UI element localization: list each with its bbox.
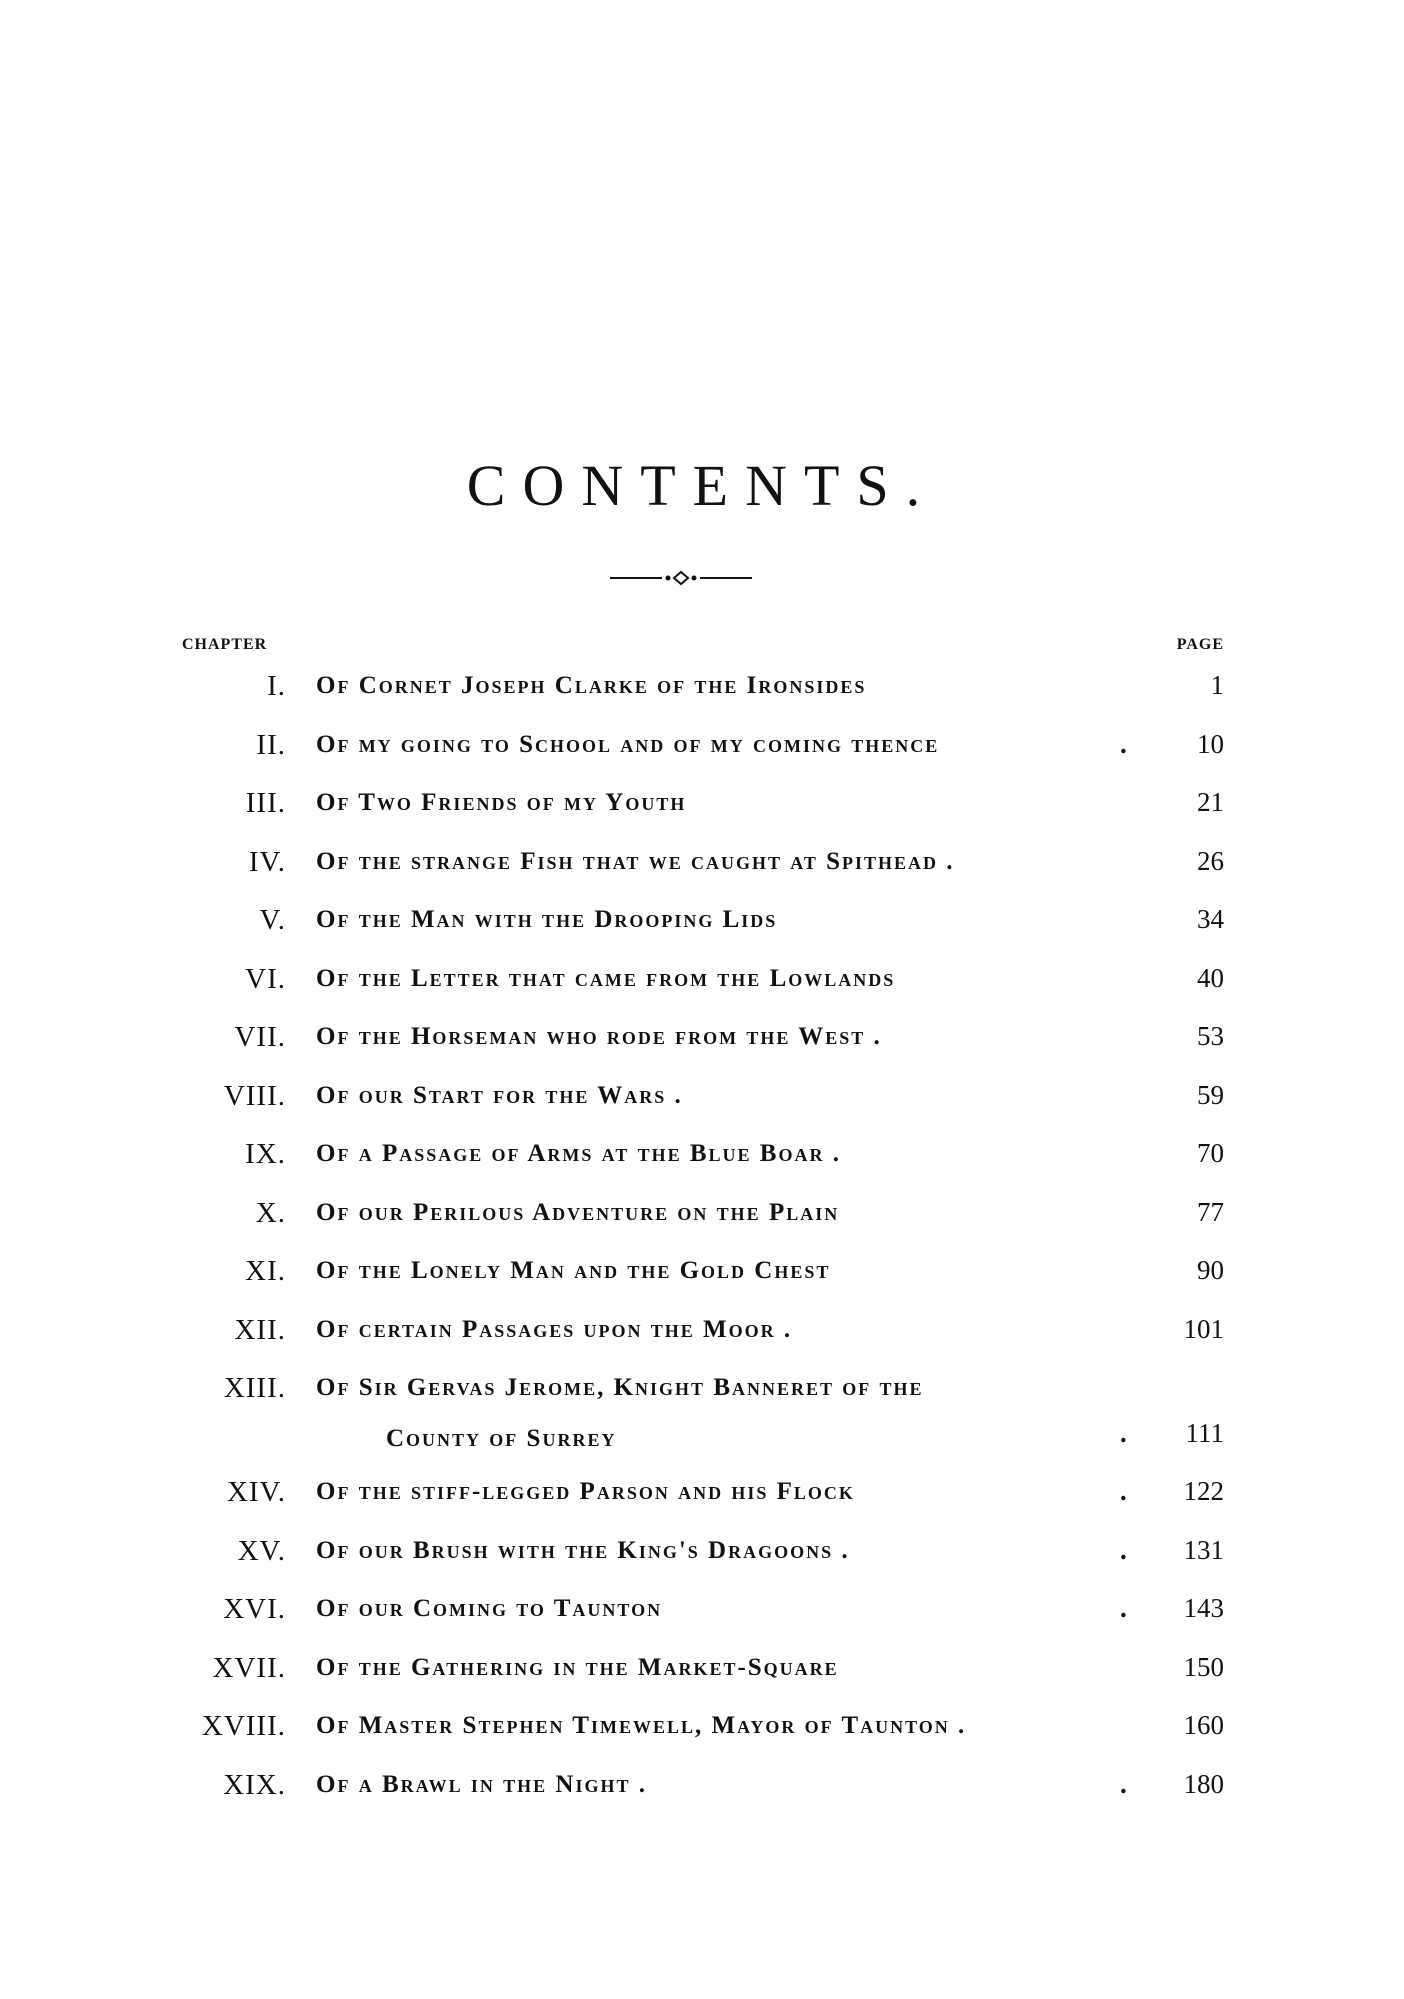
toc-entry bbox=[180, 1767, 1224, 1826]
chapter-title: Of the Horseman who rode from the West . bbox=[316, 1023, 882, 1050]
page-number: 111 bbox=[1185, 1418, 1224, 1448]
chapter-column-label: CHAPTER bbox=[182, 636, 268, 653]
chapter-numeral: XV. bbox=[237, 1534, 286, 1567]
page-number: 34 bbox=[1197, 904, 1224, 934]
toc-entry bbox=[180, 668, 1224, 727]
toc-entry bbox=[180, 1195, 1224, 1254]
page-number: 1 bbox=[1210, 670, 1224, 700]
chapter-numeral: IV. bbox=[248, 845, 286, 878]
chapter-numeral: XIX. bbox=[223, 1768, 286, 1801]
chapter-numeral: VI. bbox=[245, 962, 286, 995]
ornament-divider-icon bbox=[610, 568, 752, 588]
chapter-numeral: XVI. bbox=[223, 1593, 286, 1625]
leader-dot: . bbox=[1120, 1593, 1127, 1623]
chapter-numeral: VIII. bbox=[223, 1079, 286, 1112]
toc-entry bbox=[180, 1533, 1224, 1592]
toc-entry bbox=[180, 1370, 1224, 1474]
leader-dot: . bbox=[1120, 1768, 1127, 1799]
chapter-numeral: XIII. bbox=[223, 1372, 286, 1404]
page-number: 150 bbox=[1183, 1651, 1224, 1682]
chapter-numeral: III. bbox=[245, 787, 286, 819]
page-number: 59 bbox=[1197, 1079, 1224, 1110]
page-number: 26 bbox=[1197, 845, 1224, 876]
chapter-title: Of Cornet Joseph Clarke of the Ironsides bbox=[316, 672, 867, 699]
toc-entry bbox=[180, 1253, 1224, 1312]
chapter-title: Of a Brawl in the Night . bbox=[316, 1770, 647, 1798]
toc-entry bbox=[180, 727, 1224, 786]
page-column-label: PAGE bbox=[1176, 636, 1224, 653]
page-number: 160 bbox=[1183, 1710, 1224, 1740]
chapter-title: Of the Man with the Drooping Lids bbox=[316, 906, 778, 933]
page-number: 180 bbox=[1183, 1768, 1224, 1799]
chapter-title: Of the Letter that came from the Lowlands bbox=[316, 964, 896, 992]
leader-dot: . bbox=[1120, 1418, 1127, 1448]
chapter-title: Of our Perilous Adventure on the Plain bbox=[316, 1198, 840, 1226]
chapter-title: Of our Brush with the King's Dragoons . bbox=[316, 1536, 850, 1564]
chapter-title bbox=[316, 1374, 1156, 1453]
chapter-title: Of the stiff-legged Parson and his Flock bbox=[316, 1478, 855, 1505]
page-number: 143 bbox=[1183, 1593, 1224, 1623]
toc-entry bbox=[180, 844, 1224, 903]
page-number: 77 bbox=[1197, 1196, 1224, 1227]
chapter-title: Of the Gathering in the Market-Square bbox=[316, 1653, 839, 1681]
toc-entry bbox=[180, 1474, 1224, 1533]
page-number: 21 bbox=[1197, 787, 1224, 817]
chapter-title: Of our Coming to Taunton bbox=[316, 1595, 663, 1622]
toc-entry bbox=[180, 1591, 1224, 1650]
chapter-numeral: IX. bbox=[245, 1138, 286, 1170]
toc-entry bbox=[180, 1136, 1224, 1195]
toc-entry bbox=[180, 1078, 1224, 1137]
page-title: CONTENTS. bbox=[466, 453, 938, 518]
page-number: 131 bbox=[1183, 1534, 1224, 1565]
toc-entry bbox=[180, 785, 1224, 844]
chapter-numeral: XI. bbox=[245, 1255, 286, 1287]
leader-dot: . bbox=[1120, 728, 1127, 759]
chapter-numeral: XVII. bbox=[212, 1651, 286, 1684]
page-number: 53 bbox=[1197, 1021, 1224, 1051]
page-number: 10 bbox=[1197, 728, 1224, 759]
toc-entry bbox=[180, 1312, 1224, 1371]
chapter-title: Of my going to School and of my coming thence bbox=[316, 730, 940, 758]
chapter-numeral: XII. bbox=[234, 1313, 286, 1346]
page-number: 122 bbox=[1183, 1476, 1224, 1506]
chapter-title: Of the strange Fish that we caught at Spithead . bbox=[316, 847, 955, 875]
toc-entry bbox=[180, 1708, 1224, 1767]
chapter-title: Of Two Friends of my Youth bbox=[316, 789, 687, 816]
toc-entry bbox=[180, 1019, 1224, 1078]
toc-entry bbox=[180, 902, 1224, 961]
chapter-title: Of certain Passages upon the Moor . bbox=[316, 1315, 793, 1343]
chapter-numeral: V. bbox=[259, 904, 286, 936]
toc-entry bbox=[180, 961, 1224, 1020]
page-number: 90 bbox=[1197, 1255, 1224, 1285]
chapter-title: Of the Lonely Man and the Gold Chest bbox=[316, 1257, 831, 1284]
chapter-title: Of a Passage of Arms at the Blue Boar . bbox=[316, 1140, 841, 1167]
chapter-numeral: X. bbox=[255, 1196, 286, 1229]
chapter-numeral: II. bbox=[256, 728, 286, 761]
chapter-title: Of our Start for the Wars . bbox=[316, 1081, 683, 1109]
chapter-title-line: Of Sir Gervas Jerome, Knight Banneret of the bbox=[316, 1374, 924, 1401]
chapter-title-continuation: County of Surrey bbox=[386, 1425, 617, 1452]
leader-dot: . bbox=[1120, 1476, 1127, 1506]
leader-dot: . bbox=[1120, 1534, 1127, 1565]
contents-list bbox=[180, 668, 1224, 1825]
chapter-numeral: VII. bbox=[234, 1021, 286, 1053]
chapter-numeral: XVIII. bbox=[201, 1710, 286, 1742]
toc-entry bbox=[180, 1650, 1224, 1709]
chapter-title: Of Master Stephen Timewell, Mayor of Taunton . bbox=[316, 1712, 967, 1739]
page-number: 101 bbox=[1183, 1313, 1224, 1344]
page-number: 40 bbox=[1197, 962, 1224, 993]
page-number: 70 bbox=[1197, 1138, 1224, 1168]
chapter-numeral: XIV. bbox=[226, 1476, 286, 1508]
chapter-numeral: I. bbox=[267, 670, 286, 702]
